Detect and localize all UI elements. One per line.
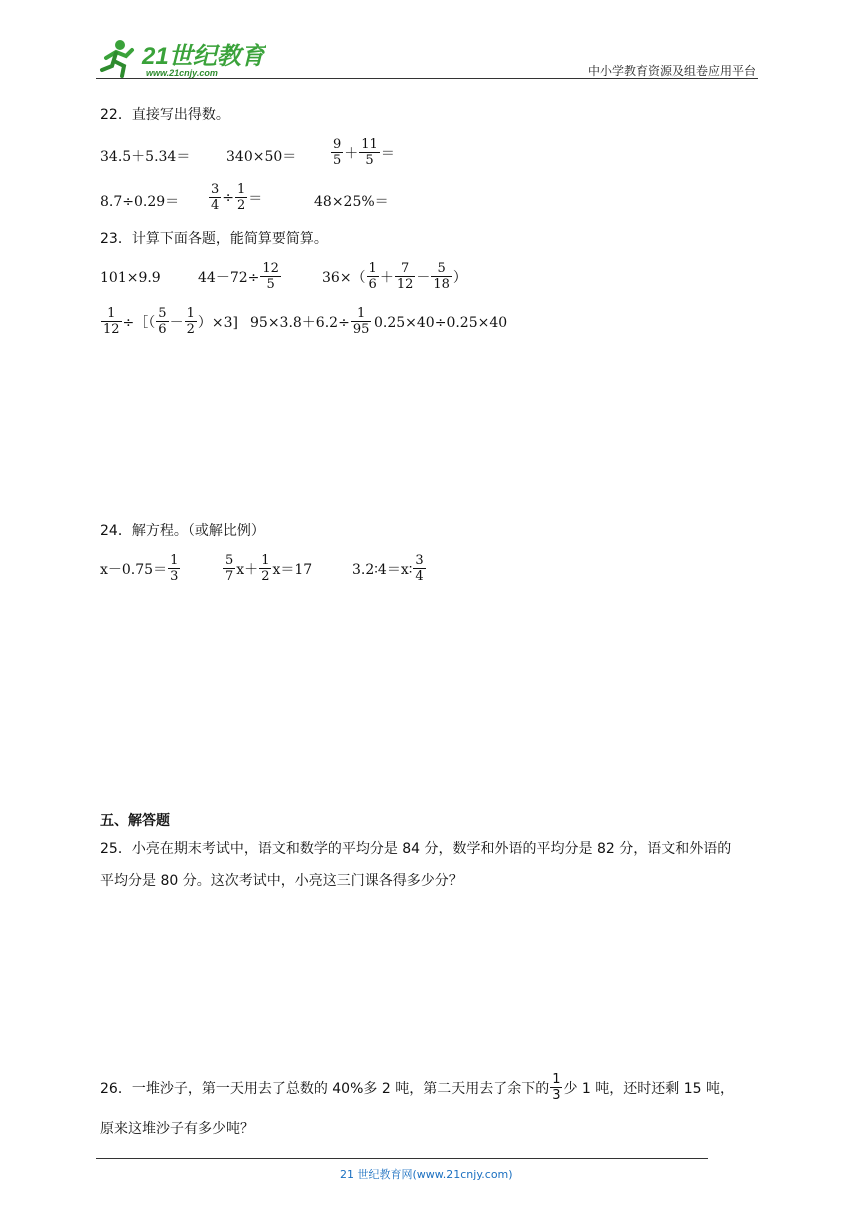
fraction: $\frac{5}{18}$ [433, 261, 450, 292]
q23-item-b: 44－72÷ $\frac{12}{5}$ [198, 261, 279, 292]
q26-line1: 26．一堆沙子，第一天用去了总数的 40%多 2 吨，第二天用去了余下的 $\frac{1}{3}$ 少 1 吨，还时还剩 15 吨， [100, 1072, 735, 1103]
q23-title: 23．计算下面各题，能简算要简算。 [100, 231, 328, 247]
fraction: $\frac{1}{6}$ [368, 261, 377, 292]
fraction: $\frac{7}{12}$ [396, 261, 414, 292]
fraction: $\frac{1}{2}$ [261, 553, 270, 584]
runner-icon [102, 40, 132, 76]
fraction: $\frac{11}{5}$ [361, 137, 378, 168]
fraction: $\frac{1}{2}$ [237, 182, 246, 213]
fraction: $\frac{12}{5}$ [262, 261, 279, 292]
q23-item-c: 36×（ $\frac{1}{6}$ ＋ $\frac{7}{12}$ － $\frac{5}{18}$ ） [322, 261, 467, 292]
q26-line2: 原来这堆沙子有多少吨？ [100, 1121, 254, 1137]
section-title: 五、解答题 [100, 813, 170, 829]
fraction: $\frac{3}{4}$ [211, 182, 220, 213]
q24-item-a: x－0.75＝ $\frac{1}{3}$ [100, 553, 179, 584]
logo-text: 21世纪教育 [142, 43, 265, 70]
q23-item-f: 0.25×40÷0.25×40 [374, 315, 508, 331]
fraction: $\frac{5}{6}$ [158, 306, 167, 337]
fraction: $\frac{1}{3}$ [170, 553, 179, 584]
q23-item-d: $\frac{1}{12}$ ÷［（ $\frac{5}{6}$ － $\frac{1}{2}$ ）×3] [103, 306, 238, 337]
header-divider [96, 78, 758, 79]
q23-item-a: 101×9.9 [100, 270, 161, 286]
fraction: $\frac{1}{12}$ [103, 306, 120, 337]
q22-item-c: $\frac{9}{5}$ ＋ $\frac{11}{5}$ ＝ [333, 137, 395, 168]
q22-title: 22．直接写出得数。 [100, 107, 230, 123]
footer-link[interactable]: 21 世纪教育网(www.21cnjy.com) [340, 1168, 513, 1181]
fraction: $\frac{1}{95}$ [352, 306, 370, 337]
q24-title: 24．解方程。（或解比例） [100, 523, 265, 539]
fraction: $\frac{1}{3}$ [552, 1072, 561, 1103]
q22-item-a: 34.5＋5.34＝ [100, 149, 191, 165]
fraction: $\frac{5}{7}$ [225, 553, 234, 584]
logo-url: www.21cnjy.com [146, 68, 218, 78]
q22-item-f: 48×25%＝ [314, 194, 389, 210]
fraction: $\frac{9}{5}$ [333, 137, 342, 168]
q22-item-e: $\frac{3}{4}$ ÷ $\frac{1}{2}$ ＝ [211, 182, 263, 213]
site-logo [96, 36, 266, 80]
fraction: $\frac{3}{4}$ [415, 553, 424, 584]
q24-item-c: 3.2∶4＝x∶ $\frac{3}{4}$ [352, 553, 424, 584]
q24-item-b: $\frac{5}{7}$ x＋ $\frac{1}{2}$ x＝17 [225, 553, 313, 584]
q25-line1: 25．小亮在期末考试中，语文和数学的平均分是 84 分，数学和外语的平均分是 82 分，语文和外语的 [100, 841, 732, 857]
q25-line2: 平均分是 80 分。这次考试中，小亮这三门课各得多少分？ [100, 873, 463, 889]
fraction: $\frac{1}{2}$ [186, 306, 195, 337]
q22-item-d: 8.7÷0.29＝ [100, 194, 180, 210]
platform-name: 中小学教育资源及组卷应用平台 [587, 64, 756, 78]
q22-item-b: 340×50＝ [226, 149, 297, 165]
footer-divider [96, 1158, 708, 1159]
q23-item-e: 95×3.8＋6.2÷ $\frac{1}{95}$ [250, 306, 370, 337]
